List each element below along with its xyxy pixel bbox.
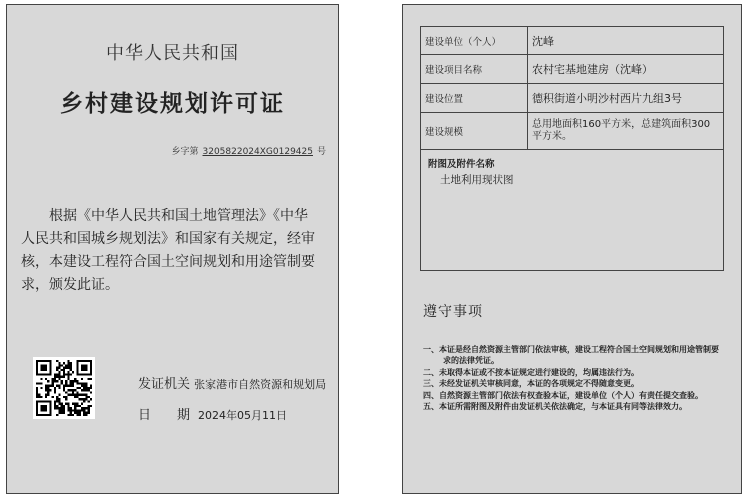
- issue-date-line: [138, 404, 287, 423]
- field-label: 建设规模: [421, 113, 528, 150]
- attachments-list: 土地利用现状图: [440, 174, 514, 186]
- list-item: 四、自然资源主管部门依法有权查验本证，建设单位（个人）有责任提交查验。: [423, 390, 703, 400]
- list-item: 二、未取得本证或不按本证规定进行建设的，均属违法行为。: [423, 367, 639, 377]
- field-label: 建设项目名称: [421, 55, 528, 84]
- issue-date: 2024年05月11日: [198, 409, 288, 422]
- notes-title: 遵守事项: [423, 304, 483, 320]
- table-row: [421, 113, 724, 150]
- country-name: 中华人民共和国: [106, 43, 239, 64]
- table-row: [421, 150, 724, 271]
- field-value: 德积街道小明沙村西片九组3号: [528, 84, 724, 113]
- issuer-line: [138, 373, 326, 392]
- list-item: 一、本证是经自然资源主管部门依法审核，建设工程符合国土空间规划和用途管制要求的法律凭证。: [423, 345, 719, 366]
- license-number-line: [171, 144, 326, 157]
- license-number: 3205822024XG0129425: [202, 147, 313, 157]
- qr-code-icon: [33, 357, 95, 419]
- table-row: [421, 84, 724, 113]
- license-suffix: 号: [316, 147, 326, 157]
- table-row: [421, 55, 724, 84]
- field-value: 农村宅基地建房（沈峰）: [528, 55, 724, 84]
- issuer-label: 发证机关: [138, 377, 191, 392]
- license-prefix: 乡字第: [171, 147, 199, 157]
- license-back-page: [402, 4, 742, 494]
- project-info-table: [420, 26, 724, 271]
- table-row: [421, 27, 724, 55]
- attachments-heading: 附图及附件名称: [428, 159, 495, 170]
- license-front-page: [6, 4, 339, 494]
- field-value: 总用地面积160平方米，总建筑面积300平方米。: [528, 113, 724, 150]
- list-item: 五、本证所需附图及附件由发证机关依法确定，与本证具有同等法律效力。: [423, 402, 687, 412]
- attachments-cell: [421, 150, 724, 271]
- certificate-body-text: 根据《中华人民共和国土地管理法》《中华人民共和国城乡规划法》和国家有关规定，经审核，本建设工程符合国土空间规划和用途管制要求，颁发此证。: [21, 208, 315, 293]
- list-item: 三、未经发证机关审核同意，本证的各项规定不得随意变更。: [423, 379, 639, 389]
- field-value: 沈峰: [528, 27, 724, 55]
- certificate-title: 乡村建设规划许可证: [60, 91, 285, 117]
- date-label: 日 期: [138, 408, 191, 423]
- field-label: 建设位置: [421, 84, 528, 113]
- field-label: 建设单位（个人）: [421, 27, 528, 55]
- issuer-name: 张家港市自然资源和规划局: [194, 378, 327, 391]
- notes-list: [423, 344, 723, 412]
